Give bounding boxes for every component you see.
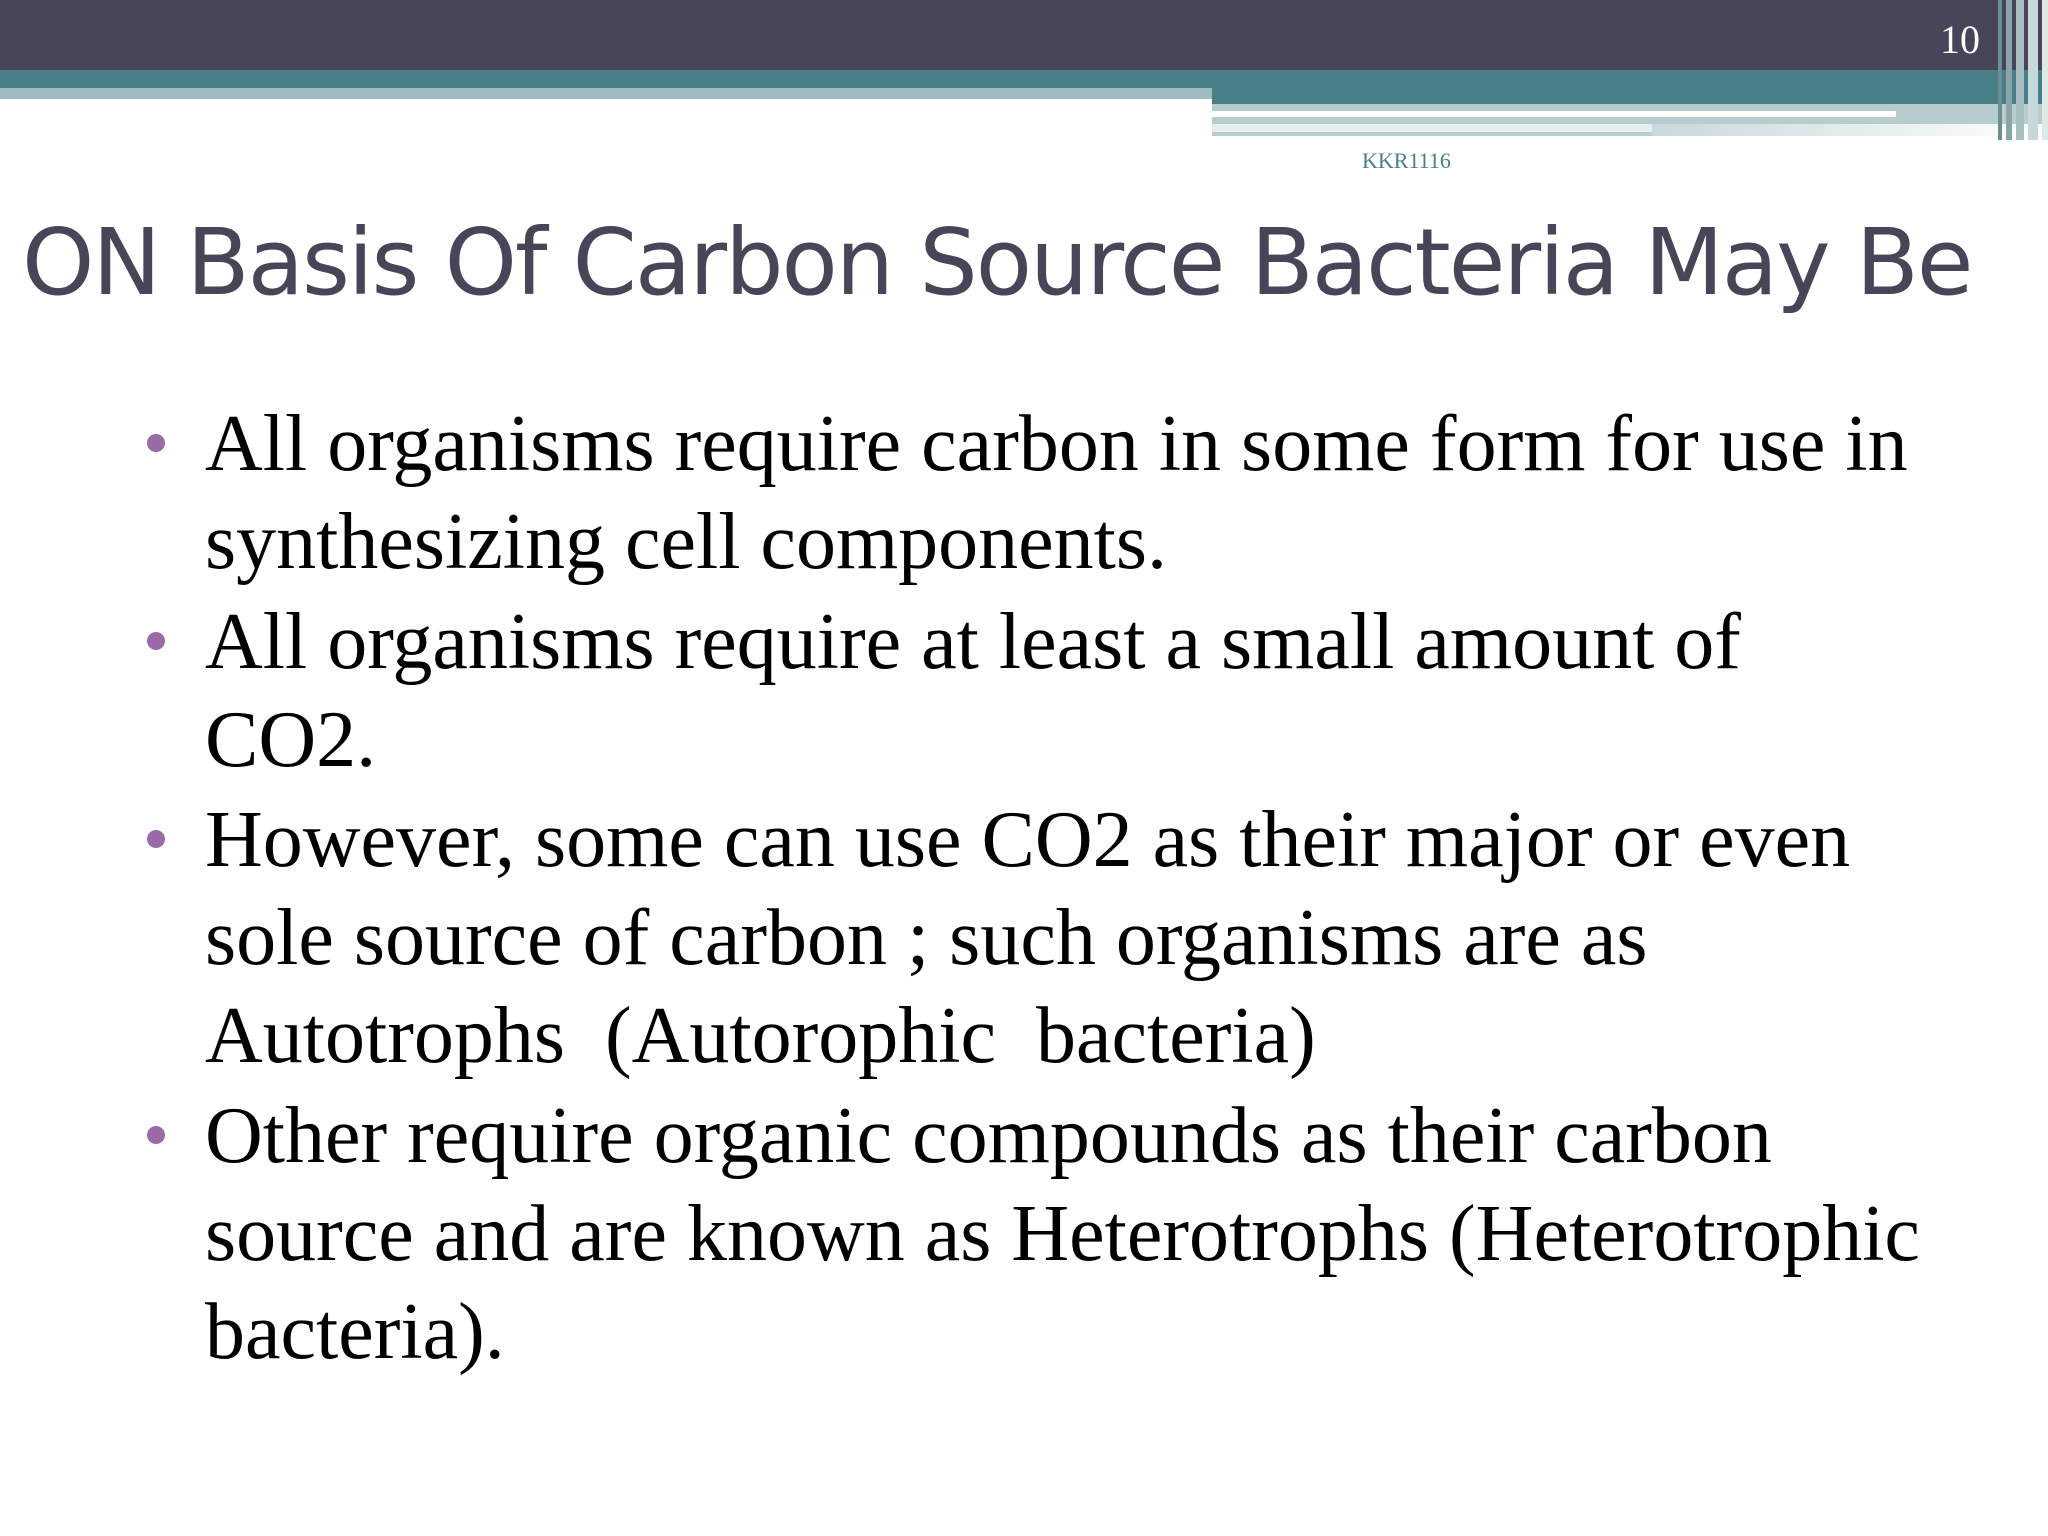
header-band-light [0, 88, 1212, 99]
bullet-text: Other require organic compounds as their carbon source and are known as Heterotrophs (Heterotrophic bacteria). [205, 1092, 1940, 1376]
list-item [205, 395, 1928, 591]
bullet-list [205, 395, 1940, 1383]
edge-stripes [1992, 0, 2048, 140]
bullet-dot-icon [147, 1126, 165, 1144]
bullet-text: All organisms require carbon in some form for use in synthesizing cell components. [205, 400, 1928, 586]
bullet-dot-icon [147, 632, 165, 650]
list-item [205, 593, 1925, 789]
list-item [205, 791, 1925, 1085]
edge-stripe [2006, 0, 2012, 140]
footer-code: KKR1116 [1362, 148, 1451, 173]
edge-stripe [2016, 0, 2024, 140]
bullet-text: However, some can use CO2 as their major or even sole source of carbon ; such organisms are as Autotrophs (Autorophic bacteria) [205, 796, 1871, 1080]
slide-title: ON Basis Of Carbon Source Bacteria May Be [22, 209, 1972, 316]
header-band-teal-right [1212, 88, 2048, 104]
page-number: 10 [1940, 17, 1980, 62]
header-fade [1652, 124, 2048, 136]
header-band-dark [0, 0, 2048, 70]
header-accent-line-secondary [1212, 124, 1652, 132]
edge-stripe [2042, 0, 2048, 140]
edge-stripe [1998, 0, 2002, 140]
header-band-teal [0, 70, 2048, 88]
bullet-dot-icon [147, 434, 165, 452]
bullet-text: All organisms require at least a small amount of CO2. [205, 598, 1761, 784]
list-item [205, 1087, 1940, 1381]
bullet-dot-icon [147, 830, 165, 848]
edge-stripe [2028, 0, 2038, 140]
header-accent-line [1212, 111, 1896, 117]
